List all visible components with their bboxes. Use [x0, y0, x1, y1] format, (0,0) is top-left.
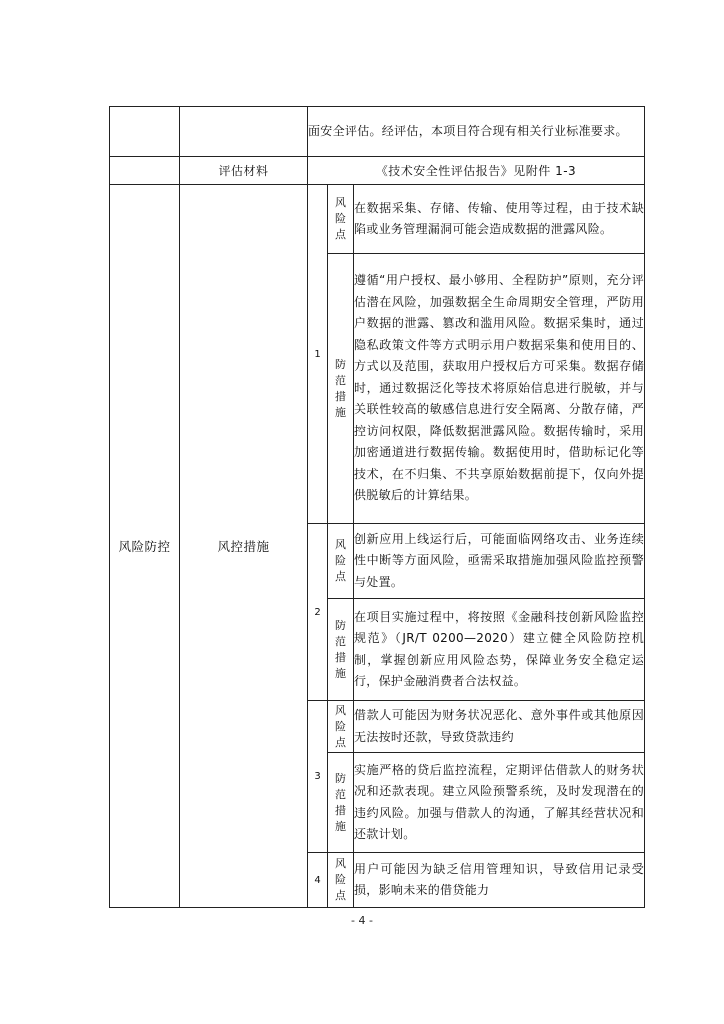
risk-table — [109, 106, 645, 908]
prevention-measure-label: 防 范 措 施 — [328, 753, 354, 853]
materials-label: 评估材料 — [180, 157, 308, 185]
risk-point-text: 用户可能因为缺乏信用管理知识，导致信用记录受损，影响未来的借贷能力 — [354, 853, 645, 908]
page-number: - 4 - — [351, 914, 373, 927]
risk-point-label: 风 险 点 — [328, 701, 354, 753]
empty-cell — [110, 107, 180, 157]
risk-point-text: 借款人可能因为财务状况恶化、意外事件或其他原因无法按时还款，导致贷款违约 — [354, 701, 645, 753]
prevention-measure-text: 在项目实施过程中，将按照《金融科技创新风险监控规范》（JR/T 0200—2020）建立健全风险防控机制，掌握创新应用风险态势，保障业务安全稳定运行，保护金融消费者合法权益。 — [354, 599, 645, 701]
subcategory-cell: 风控措施 — [180, 185, 308, 908]
risk-point-label: 风 险 点 — [328, 524, 354, 599]
prevention-measure-text: 实施严格的贷后监控流程，定期评估借款人的财务状况和还款表现。建立风险预警系统，及时发现潜在的违约风险。加强与借款人的沟通，了解其经营状况和还款计划。 — [354, 753, 645, 853]
table-row — [110, 107, 645, 157]
prevention-measure-text: 遵循“用户授权、最小够用、全程防护”原则，充分评估潜在风险，加强数据全生命周期安全管理，严防用户数据的泄露、篡改和滥用风险。数据采集时，通过隐私政策文件等方式明示用户数据采集和使用目的、方式以及范围，获取用户授权后方可采集。数据存储时，通过数据泛化等技术将原始信息进行脱敏，并与关联性较高的敏感信息进行安全隔离、分散存储，严控访问权限，降低数据泄露风险。数据传输时，采用加密通道进行数据传输。数据使用时，借助标记化等技术，在不归集、不共享原始数据前提下，仅向外提供脱敏后的计算结果。 — [354, 254, 645, 524]
assessment-text: 面安全评估。经评估，本项目符合现有相关行业标准要求。 — [308, 107, 645, 157]
empty-cell — [180, 107, 308, 157]
prevention-measure-label: 防 范 措 施 — [328, 254, 354, 524]
prevention-measure-label: 防 范 措 施 — [328, 599, 354, 701]
item-number: 1 — [308, 185, 328, 524]
risk-point-text: 在数据采集、存储、传输、使用等过程，由于技术缺陷或业务管理漏洞可能会造成数据的泄露风险。 — [354, 185, 645, 254]
empty-cell — [110, 157, 180, 185]
item-number: 4 — [308, 853, 328, 908]
table-row — [110, 157, 645, 185]
category-cell: 风险防控 — [110, 185, 180, 908]
item-number: 3 — [308, 701, 328, 853]
risk-point-text: 创新应用上线运行后，可能面临网络攻击、业务连续性中断等方面风险，亟需采取措施加强风险监控预警与处置。 — [354, 524, 645, 599]
risk-point-label: 风 险 点 — [328, 185, 354, 254]
table-row — [110, 185, 645, 254]
risk-point-label: 风 险 点 — [328, 853, 354, 908]
item-number: 2 — [308, 524, 328, 701]
materials-value: 《技术安全性评估报告》见附件 1-3 — [308, 157, 645, 185]
